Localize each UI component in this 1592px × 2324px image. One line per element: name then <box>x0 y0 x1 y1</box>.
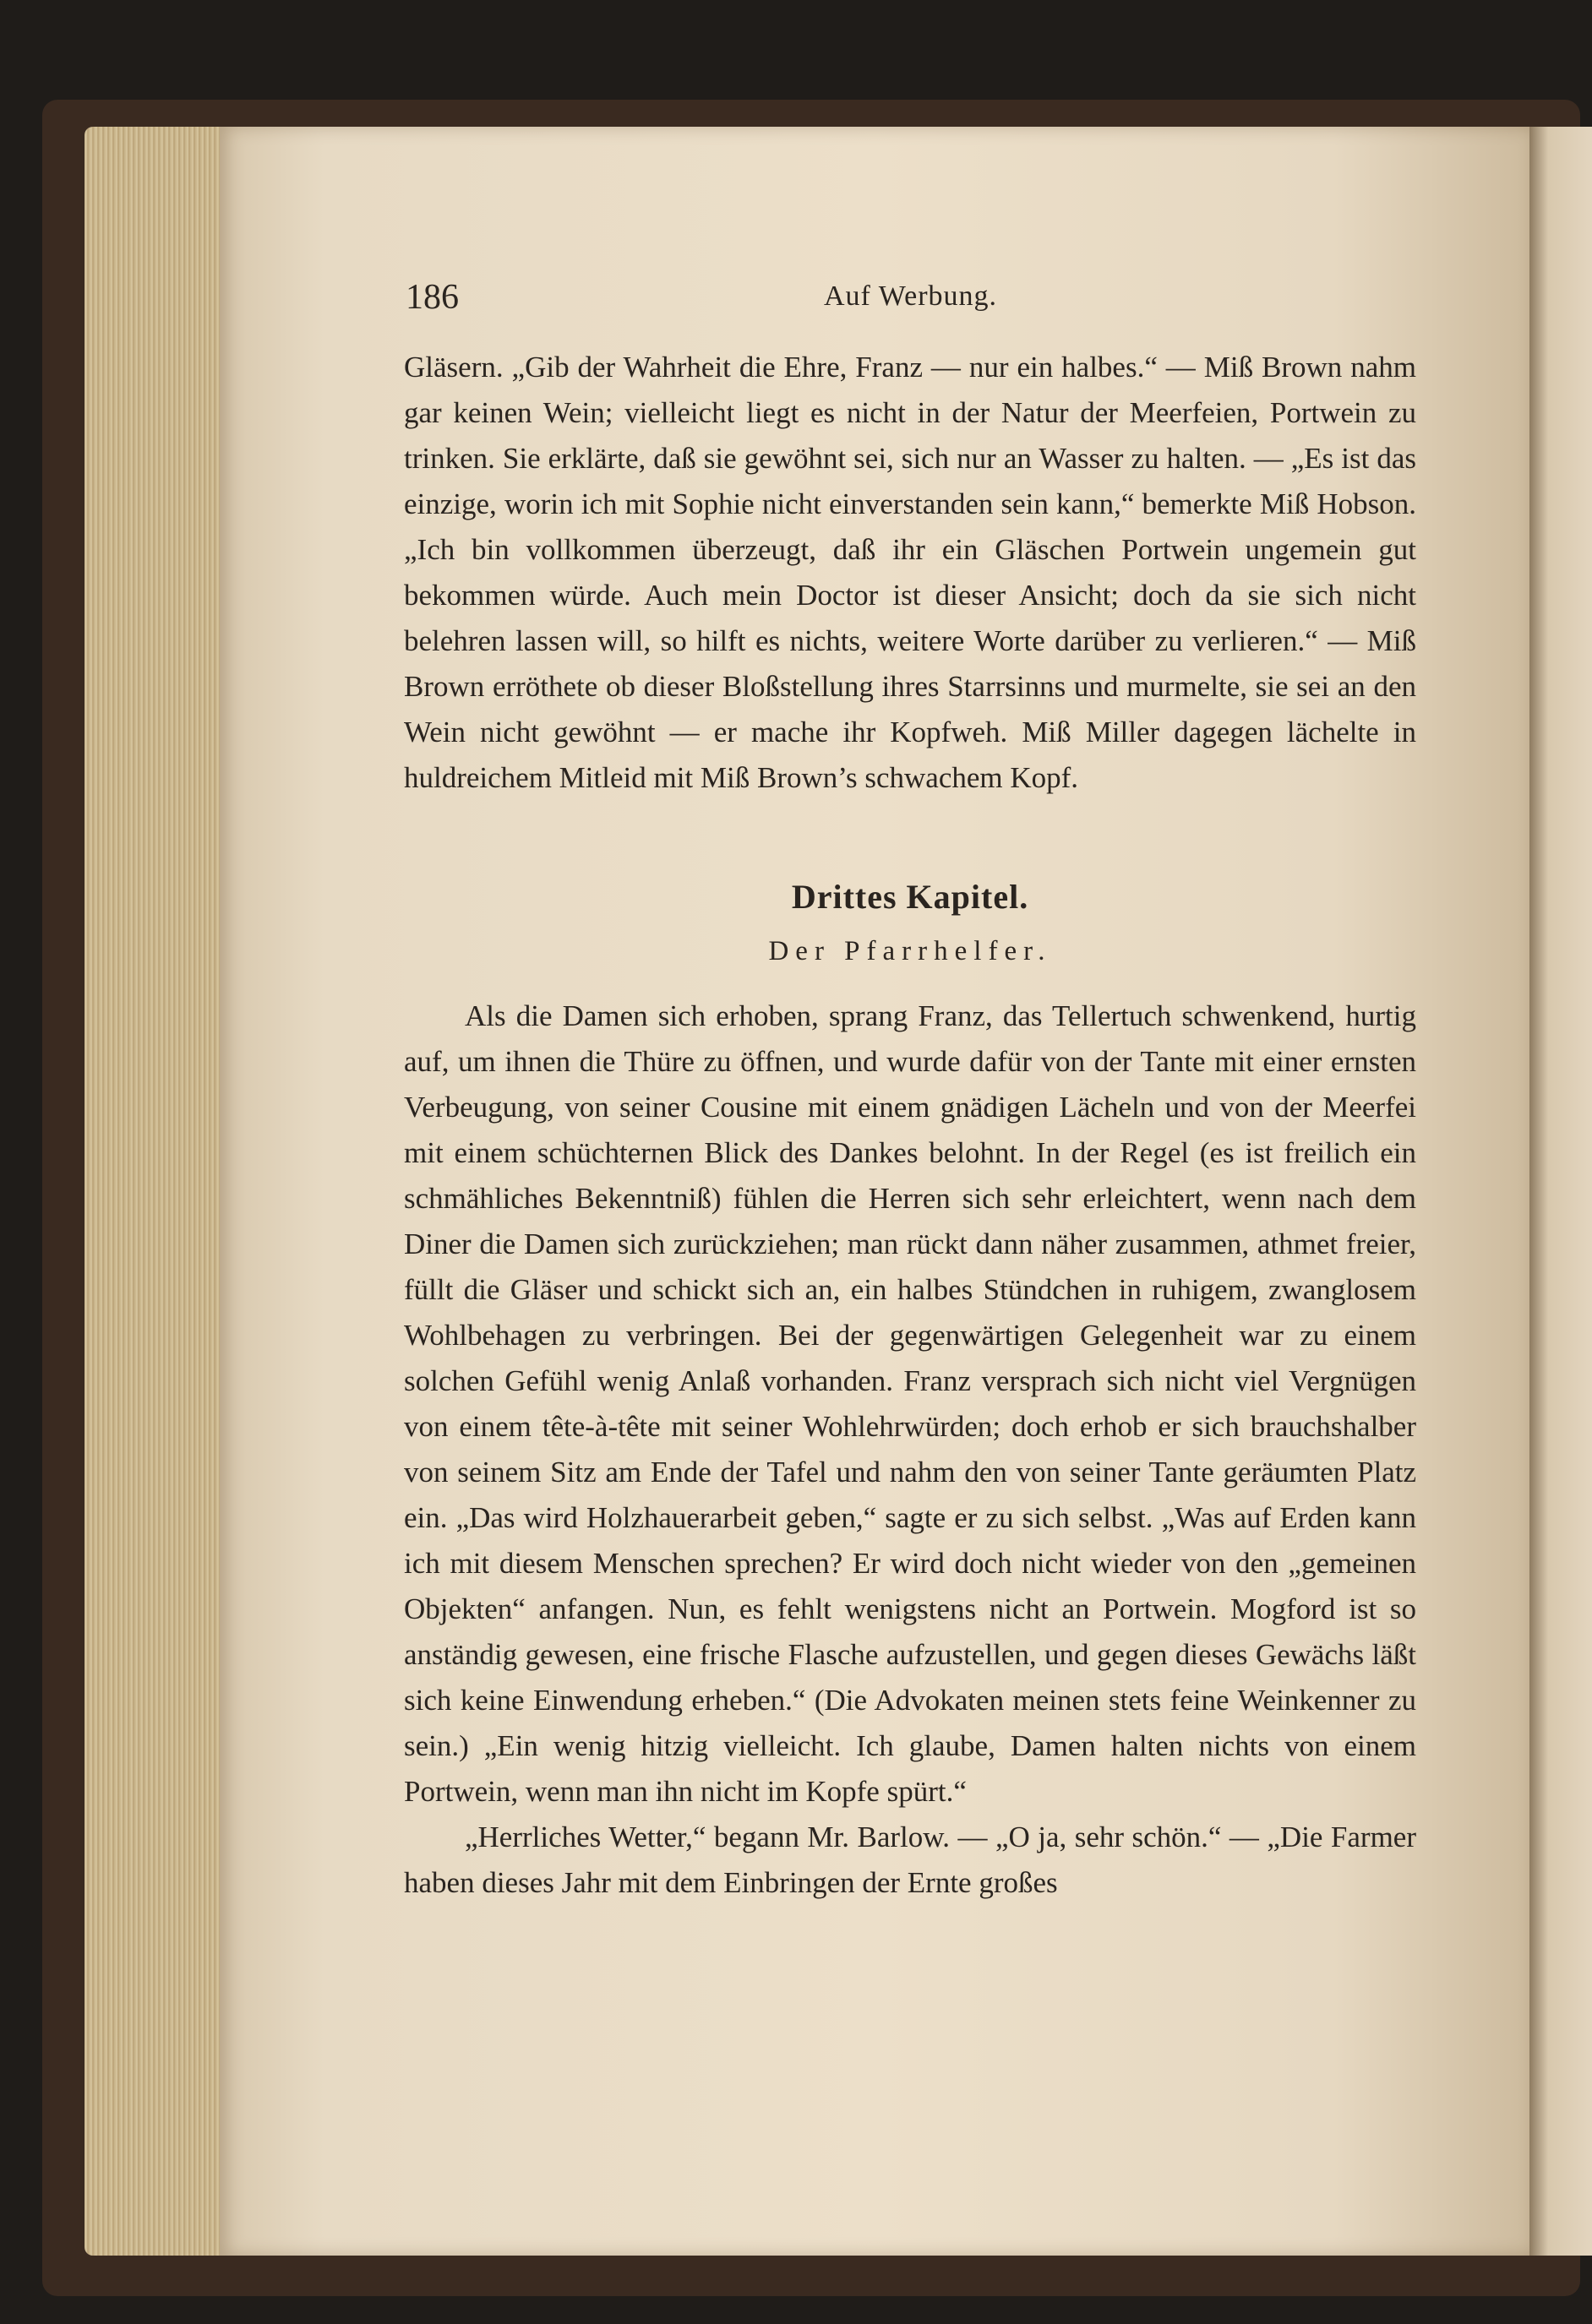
running-title: Auf Werbung. <box>823 280 998 312</box>
paragraph-continuation: Gläsern. „Gib der Wahrheit die Ehre, Franz — nur ein halbes.“ — Miß Brown nahm gar keinen Wein; vielleicht liegt es nicht in der Natur der Meerfeien, Portwein zu trinken. Sie erklärte, daß sie gewöhnt sei, sich nur an Wasser zu halten. — „Es ist das einzige, worin ich mit Sophie nicht einverstanden sein kann,“ bemerkte Miß Hobson. „Ich bin vollkommen überzeugt, daß ihr ein Gläschen Portwein ungemein gut bekommen würde. Auch mein Doctor ist dieser Ansicht; doch da sie sich nicht belehren lassen will, so hilft es nichts, weitere Worte darüber zu verlieren.“ — Miß Brown erröthete ob dieser Bloßstellung ihres Starrsinns und murmelte, sie sei an den Wein nicht gewöhnt — er mache ihr Kopfweh. Miß Miller dagegen lächelte in huldreichem Mitleid mit Miß Brown’s schwachem Kopf. <box>404 351 1416 794</box>
adjacent-page-edge <box>1529 127 1592 2256</box>
chapter-heading: Drittes Kapitel. <box>791 878 1029 916</box>
chapter-subheading: Der Pfarrhelfer. <box>768 936 1052 966</box>
paragraph: Als die Damen sich erhoben, sprang Franz, das Tellertuch schwenkend, hurtig auf, um ihnen die Thüre zu öffnen, und wurde dafür von der Tante mit einer ernsten Verbeugung, von seiner Cousine mit einem gnädigen Lächeln und von der Meerfei mit einem schüchternen Blick des Dankes belohnt. In der Regel (es ist freilich ein schmähliches Bekenntniß) fühlen die Herren sich sehr erleichtert, wenn nach dem Diner die Damen sich zurückziehen; man rückt dann näher zusammen, athmet freier, füllt die Gläser und schickt sich an, ein halbes Stündchen in ruhigem, zwanglosem Wohlbehagen zu verbringen. Bei der gegenwärtigen Gelegenheit war zu einem solchen Gefühl wenig Anlaß vorhanden. Franz versprach sich nicht viel Vergnügen von einem tête-à-tête mit seiner Wohlehrwürden; doch erhob er sich brauchshalber von seinem Sitz am Ende der Tafel und nahm den von seiner Tante geräumten Platz ein. „Das wird Holzhauerarbeit geben,“ sagte er zu sich selbst. „Was auf Erden kann ich mit diesem Menschen sprechen? Er wird doch nicht wieder von den „gemeinen Objekten“ anfangen. Nun, es fehlt wenigstens nicht an Portwein. Mogford ist so anständig gewesen, eine frische Flasche aufzustellen, und gegen dieses Gewächs läßt sich keine Einwendung erheben.“ (Die Advokaten meinen stets feine Weinkenner zu sein.) „Ein wenig hitzig vielleicht. Ich glaube, Damen halten nichts von einem Portwein, wenn man ihn nicht im Kopfe spürt.“ <box>404 999 1416 1808</box>
body-text <box>404 345 1416 1906</box>
paragraph: „Herrliches Wetter,“ begann Mr. Barlow. — „O ja, sehr schön.“ — „Die Farmer haben dieses Jahr mit dem Einbringen der Ernte großes <box>404 1821 1416 1899</box>
page-edges <box>85 127 228 2256</box>
running-head <box>406 277 1415 328</box>
page-number: 186 <box>406 278 459 317</box>
